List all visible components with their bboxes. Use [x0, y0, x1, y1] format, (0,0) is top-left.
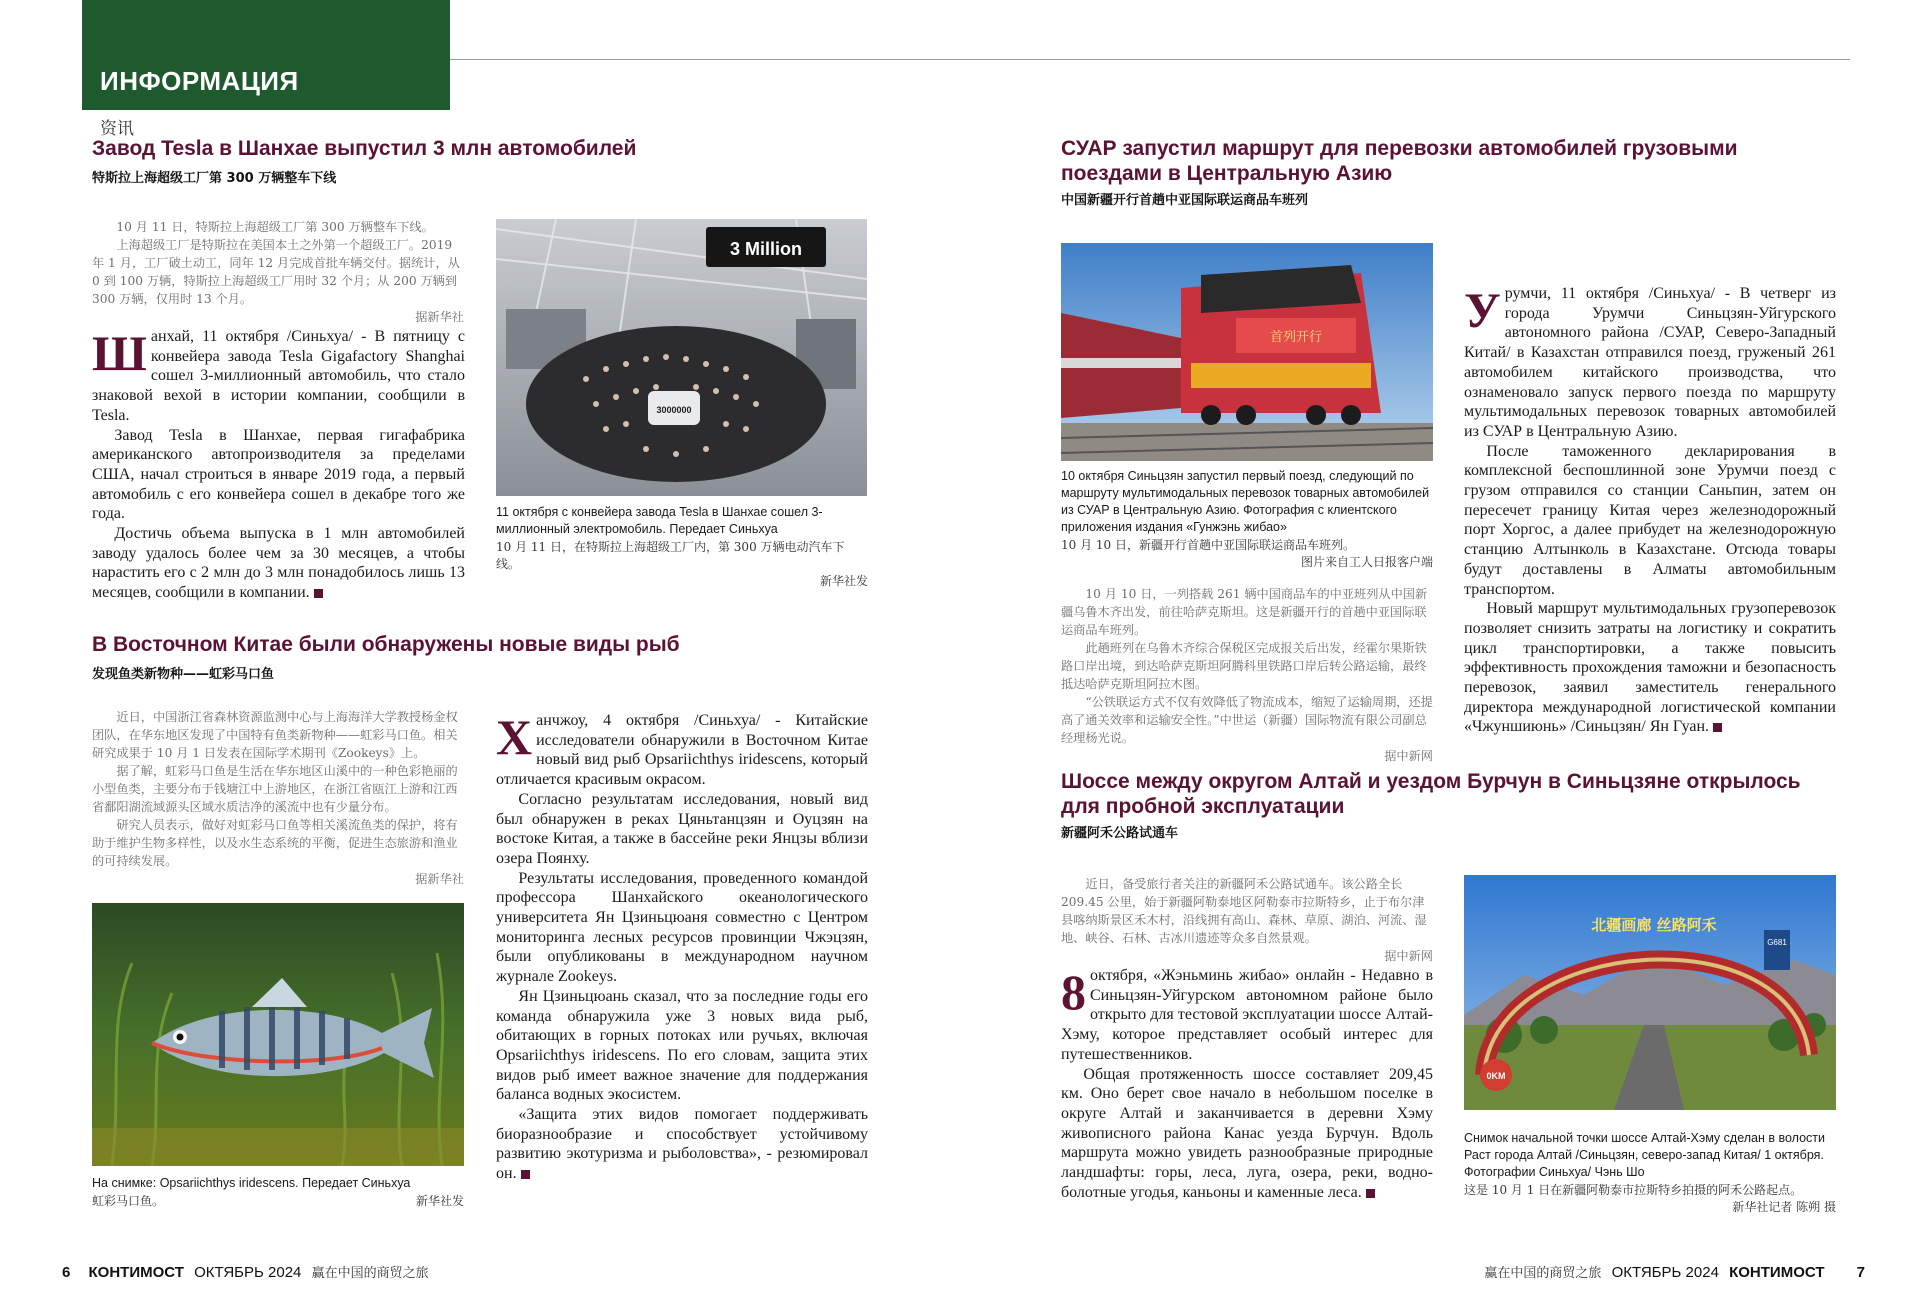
ru-paragraph: Результаты исследования, проведенного командой профессора Шанхайского океанологического университета Ян Цзиньцюаня совместно с Центром мониторинга лесных ресурсов провинции Чжэцзян, были опубликованы в международном научном журнале Zookeys.: [496, 869, 868, 986]
drop-cap: Ш: [92, 325, 147, 381]
caption-ru: На снимке: Opsariichthys iridescens. Передает Синьхуа: [92, 1176, 411, 1190]
photo-caption: [1464, 1130, 1836, 1215]
ru-paragraph: Ян Цзиньцюань сказал, что за последние годы его команда обнаружила уже 3 новых вида рыб, обитающих в горных потоках или ручьях, включая Opsariichthys iridescens. По его словам, защита этих видов рыб имеет важное значение для поддержания баланса водных экосистем.: [496, 987, 868, 1104]
road-marker-text: 0KM: [1486, 1071, 1506, 1081]
cn-paragraph: “公铁联运方式不仅有效降低了物流成本，缩短了运输周期，还提高了通关效率和运输安全性。”中世运（新疆）国际物流有限公司副总经理杨光说。: [1061, 695, 1433, 745]
page-number-left: 6: [62, 1264, 71, 1281]
article-title: Шоссе между округом Алтай и уездом Бурчун в Синьцзяне открылось для пробной эксплуатации: [1061, 770, 1801, 818]
caption-ru: 10 октября Синьцзян запустил первый поезд, следующий по маршруту мультимодальных перевозок товарных автомобилей из СУАР в Центральную Азию. Фотография с клиентского приложения издания «Гунжэнь жибао»: [1061, 469, 1430, 534]
footer-right: [1484, 1262, 1865, 1281]
photo-credit: 图片来自工人日报客户端: [1300, 555, 1433, 569]
section-label: ИНФОРМАЦИЯ: [100, 66, 299, 96]
article-cn-text: [92, 218, 464, 326]
cn-paragraph: 10 月 11 日，特斯拉上海超级工厂第 300 万辆整车下线。: [116, 220, 434, 234]
cn-source: 据中新网: [1384, 749, 1433, 763]
cn-paragraph: 上海超级工厂是特斯拉在美国本土之外第一个超级工厂。2019 年 1 月，工厂破土动工，同年 12 月完成首批车辆交付。据统计，从 0 到 100 万辆，特斯拉上海超级工厂用时 32 个月；从 200 万辆到 300 万辆，仅用时 13 个月。: [92, 238, 460, 306]
article-cn-text: [1061, 585, 1433, 765]
end-mark: [1366, 1189, 1375, 1198]
arch-text: 北疆画廊 丝路阿禾: [1591, 916, 1717, 934]
page-number-right: 7: [1856, 1264, 1865, 1281]
header-rule: [450, 59, 1850, 60]
ru-paragraph: Согласно результатам исследования, новый вид был обнаружен в реках Цяньтанцзян и Оуцзян на востоке Китая, а также в бассейне реки Янцзы вблизи озера Поянху.: [496, 790, 868, 867]
end-mark: [521, 1170, 530, 1179]
cn-source: 据新华社: [415, 310, 464, 324]
caption-cn: 这是 10 月 1 日在新疆阿勒泰市拉斯特乡拍摄的阿禾公路起点。: [1464, 1183, 1803, 1197]
highway-photo: [1464, 875, 1836, 1110]
cn-paragraph: 近日，备受旅行者关注的新疆阿禾公路试通车。该公路全长 209.45 公里，始于新疆阿勒泰地区阿勒泰市拉斯特乡，止于布尔津县喀纳斯景区禾木村，沿线拥有高山、森林、草原、湖泊、河流、湿地、峡谷、石林、古冰川遗迹等众多自然景观。: [1061, 877, 1427, 945]
ru-paragraph: После таможенного декларирования в комплексной беспошлинной зоне Урумчи поезд с грузом отправился со станции Саньпин, затем он пересечет границу Китая через железнодорожный порт Хоргос, а далее прибудет на железнодорожную станцию Алтынколь в Казахстане. Отсюда товары будут доставлены в Алматы автомобильным транспортом.: [1464, 442, 1836, 598]
ru-paragraph: Новый маршрут мультимодальных грузоперевозок позволяет снизить затраты на логистику и сократить цикл транспортировки, а также повысить эффективность прохождения таможни и безопасность перевозок, заявил заместитель генерального директора международной логистической компании «Чжуншиюнь» /Синьцзян/ Ян Гуан.: [1464, 600, 1836, 736]
footer-left: [62, 1262, 429, 1281]
ru-paragraph: румчи, 11 октября /Синьхуа/ - В четверг из города Урумчи Синьцзян-Уйгурского автономного района /СУАР, Северо-Западный Китай/ в Казахстан отправился поезд, груженый 261 автомобилем китайского производства, что ознаменовало запуск первого поезда по маршруту мультимодальных перевозок товарных автомобилей из СУАР в Центральную Азию.: [1464, 285, 1836, 440]
article-cn-text: [1061, 875, 1433, 965]
marker-text: 3000000: [656, 405, 692, 415]
article-subtitle: 中国新疆开行首趟中亚国际联运商品车班列: [1061, 193, 1309, 208]
caption-cn: 10 月 10 日，新疆开行首趟中亚国际联运商品车班列。: [1061, 538, 1355, 552]
photo-caption: [496, 504, 868, 589]
ru-paragraph: анчжоу, 4 октября /Синьхуа/ - Китайские исследователи обнаружили в Восточном Китае новый вид рыб Opsariichthys iridescens, который отличается красивым окрасом.: [496, 712, 868, 789]
drop-cap: 8: [1061, 964, 1086, 1020]
caption-cn: 虹彩马口鱼。: [92, 1194, 165, 1208]
article-subtitle: 发现鱼类新物种——虹彩马口鱼: [92, 667, 275, 682]
cn-paragraph: 据了解，虹彩马口鱼是生活在华东地区山溪中的一种色彩艳丽的小型鱼类，主要分布于钱塘江中上游地区，在浙江省瓯江上游和江西省鄱阳湖流域源头区域水质洁净的溪流中也有少量分布。: [92, 764, 458, 814]
ru-paragraph: «Защита этих видов помогает поддерживать биоразнообразие и способствует устойчивому развитию экотуризма и рыболовства», - резюмировал он.: [496, 1106, 868, 1183]
cn-paragraph: 10 月 10 日，一列搭载 261 辆中国商品车的中亚班列从中国新疆乌鲁木齐出发，前往哈萨克斯坦。这是新疆开行的首趟中亚国际联运商品车班列。: [1061, 587, 1428, 637]
ru-paragraph: Достичь объема выпуска в 1 млн автомобилей заводу удалось более чем за 30 месяцев, а чтобы нарастить его с 2 млн до 3 млн понадобилось лишь 13 месяцев, сообщили в компании.: [92, 525, 465, 602]
end-mark: [314, 589, 323, 598]
drop-cap: Х: [496, 709, 533, 765]
section-label-cn: 资讯: [100, 119, 134, 139]
ru-paragraph: октября, «Жэньминь жибао» онлайн - Недавно в Синьцзян-Уйгурском автономном районе было открыто для тестовой эксплуатации шоссе Алтай-Хэму, которое представляет особый интерес для путешественников.: [1061, 967, 1433, 1063]
photo-credit: 新华社发: [415, 1194, 464, 1208]
photo-credit: 新华社记者 陈朔 摄: [1732, 1200, 1836, 1214]
banner-text: 首列开行: [1269, 330, 1323, 345]
magazine-name: КОНТИМОСТ: [88, 1264, 184, 1281]
train-photo: [1061, 243, 1433, 461]
sign-text: G681: [1767, 938, 1787, 947]
tesla-factory-photo: [496, 219, 867, 496]
ru-paragraph: Завод Tesla в Шанхае, первая гигафабрика американского автопроизводителя за пределами США, начал строиться в январе 2019 года, а первый автомобиль с его конвейера сошел в декабре того же года.: [92, 426, 465, 523]
article-ru-text: [1061, 966, 1433, 1202]
banner-text: 3 Million: [730, 239, 802, 259]
photo-credit: 新华社发: [819, 574, 868, 588]
photo-caption: [92, 1175, 464, 1209]
article-title: СУАР запустил маршрут для перевозки автомобилей грузовыми поездами в Центральную Азию: [1061, 137, 1738, 185]
article-subtitle: 特斯拉上海超级工厂第 300 万辆整车下线: [92, 171, 337, 186]
magazine-name: КОНТИМОСТ: [1729, 1264, 1825, 1281]
tagline-cn: 赢在中国的商贸之旅: [1484, 1266, 1602, 1281]
cn-source: 据新华社: [415, 872, 464, 886]
drop-cap: У: [1464, 282, 1501, 338]
cn-source: 据中新网: [1384, 949, 1433, 963]
cn-paragraph: 研究人员表示，做好对虹彩马口鱼等相关溪流鱼类的保护，将有助于维护生物多样性，以及水生态系统的平衡，促进生态旅游和渔业的可持续发展。: [92, 818, 458, 868]
issue-date: ОКТЯБРЬ 2024: [1611, 1264, 1719, 1281]
caption-ru: 11 октября с конвейера завода Tesla в Шанхае сошел 3-миллионный электромобиль. Передает Синьхуа: [496, 505, 823, 536]
tagline-cn: 赢在中国的商贸之旅: [311, 1266, 429, 1281]
caption-cn: 10 月 11 日，在特斯拉上海超级工厂内，第 300 万辆电动汽车下线。: [496, 540, 845, 571]
article-subtitle: 新疆阿禾公路试通车: [1061, 826, 1179, 841]
cn-paragraph: 此趟班列在乌鲁木齐综合保税区完成报关后出发，经霍尔果斯铁路口岸出境，到达哈萨克斯坦阿腾科里铁路口岸后转公路运输，最终抵达哈萨克斯坦阿拉木图。: [1061, 641, 1427, 691]
article-cn-text: [92, 708, 464, 888]
article-title: В Восточном Китае были обнаружены новые виды рыб: [92, 633, 680, 656]
fish-photo: [92, 903, 464, 1166]
article-ru-text: [496, 711, 868, 1184]
article-ru-text: [1464, 284, 1836, 737]
end-mark: [1713, 723, 1722, 732]
ru-paragraph: анхай, 11 октября /Синьхуа/ - В пятницу с конвейера завода Tesla Gigafactory Shanghai сошел 3-миллионный автомобиль, что стало знаковой вехой в истории компании, сообщили в Tesla.: [92, 328, 465, 424]
photo-caption: [1061, 468, 1433, 570]
article-title: Завод Tesla в Шанхае выпустил 3 млн автомобилей: [92, 137, 637, 160]
article-ru-text: [92, 327, 465, 603]
issue-date: ОКТЯБРЬ 2024: [194, 1264, 302, 1281]
cn-paragraph: 近日，中国浙江省森林资源监测中心与上海海洋大学教授杨金权团队，在华东地区发现了中国特有鱼类新物种——虹彩马口鱼。相关研究成果于 10 月 1 日发表在国际学术期刊《Zookeys》上。: [92, 710, 458, 760]
ru-paragraph: Общая протяженность шоссе составляет 209,45 км. Оно берет свое начало в небольшом поселке в округе Алтай и заканчивается в деревни Хэму живописного района Канас уезда Бурчун. Вдоль маршрута можно увидеть разнообразные природные ландшафты: горы, леса, луга, озера, реки, водно-болотные угодья, каньоны и каменные леса.: [1061, 1065, 1433, 1201]
caption-ru: Снимок начальной точки шоссе Алтай-Хэму сделан в волости Раст города Алтай /Синьцзян, северо-запад Китая/ 1 октября. Фотографии Синьхуа/ Чэнь Шо: [1464, 1131, 1825, 1179]
